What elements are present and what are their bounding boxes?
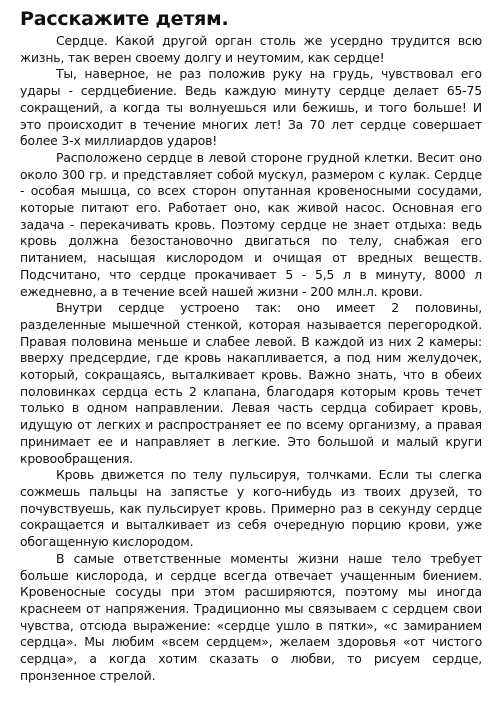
- paragraph-location: Расположено сердце в левой стороне грудной клетки. Весит оно около 300 гр. и представляет собой мускул, размером с кулак. Сердце - особая мышца, со всех сторон опутанная кровеносными сосудами, которые питают его. Работает оно, как живой насос. Основная его задача - перекачивать кровь. Поэтому сердце не знает отдыха: ведь кровь должна безостановочно двигаться по телу, снабжая его питанием, насыщая кислородом и очищая от вредных веществ. Подсчитано, что сердце прокачивает 5 - 5,5 л в минуту, 8000 л ежедневно, а в течение всей нашей жизни - 200 млн.л. крови.: [20, 149, 482, 299]
- paragraph-emotions: В самые ответственные моменты жизни наше тело требует больше кислорода, и сердце всегда отвечает учащенным биением. Кровеносные сосуды при этом расширяются, поэтому мы иногда краснеем от напряжения. Традиционно мы связываем с сердцем свои чувства, отсюда выражение: «сердце ушло в пятки», «с замиранием сердца». Мы любим «всем сердцем», желаем здоровья «от чистого сердца», а когда хотим сказать о любви, то рисуем сердце, пронзенное стрелой.: [20, 550, 482, 683]
- paragraph-structure: Внутри сердце устроено так: оно имеет 2 половины, разделенные мышечной стенкой, которая называется перегородкой. Правая половина меньше и слабее левой. В каждой из них 2 камеры: вверху предсердие, где кровь накапливается, а под ним желудочек, который, сокращаясь, выталкивает кровь. Важно знать, что в обеих половинках сердца есть 2 клапана, благодаря которым кровь течет только в одном направлении. Левая часть сердца собирает кровь, идущую от легких и распространяет ее по всему организму, а правая принимает ее и направляет в легкие. Это большой и малый круги кровообращения.: [20, 300, 482, 466]
- document-title: Расскажите детям.: [20, 8, 229, 30]
- paragraph-intro: Сердце. Какой другой орган столь же усердно трудится всю жизнь, так верен своему долгу и неутомим, как сердце!: [20, 33, 482, 65]
- paragraph-heartbeat: Ты, наверное, не раз положив руку на грудь, чувствовал его удары - сердцебиение. Ведь каждую минуту сердце делает 65-75 сокращений, а когда ты волнуешься или бежишь, и того больше! И это происходит в течение многих лет! За 70 лет сердце совершает более 3-х миллиардов ударов!: [20, 66, 482, 149]
- paragraph-pulse: Кровь движется по телу пульсируя, толчками. Если ты слегка сожмешь пальцы на запястье у кого-нибудь из твоих друзей, то почувствуешь, как пульсирует кровь. Примерно раз в секунду сердце сокращается и выталкивает из себя очередную порцию крови, уже обогащенную кислородом.: [20, 467, 482, 550]
